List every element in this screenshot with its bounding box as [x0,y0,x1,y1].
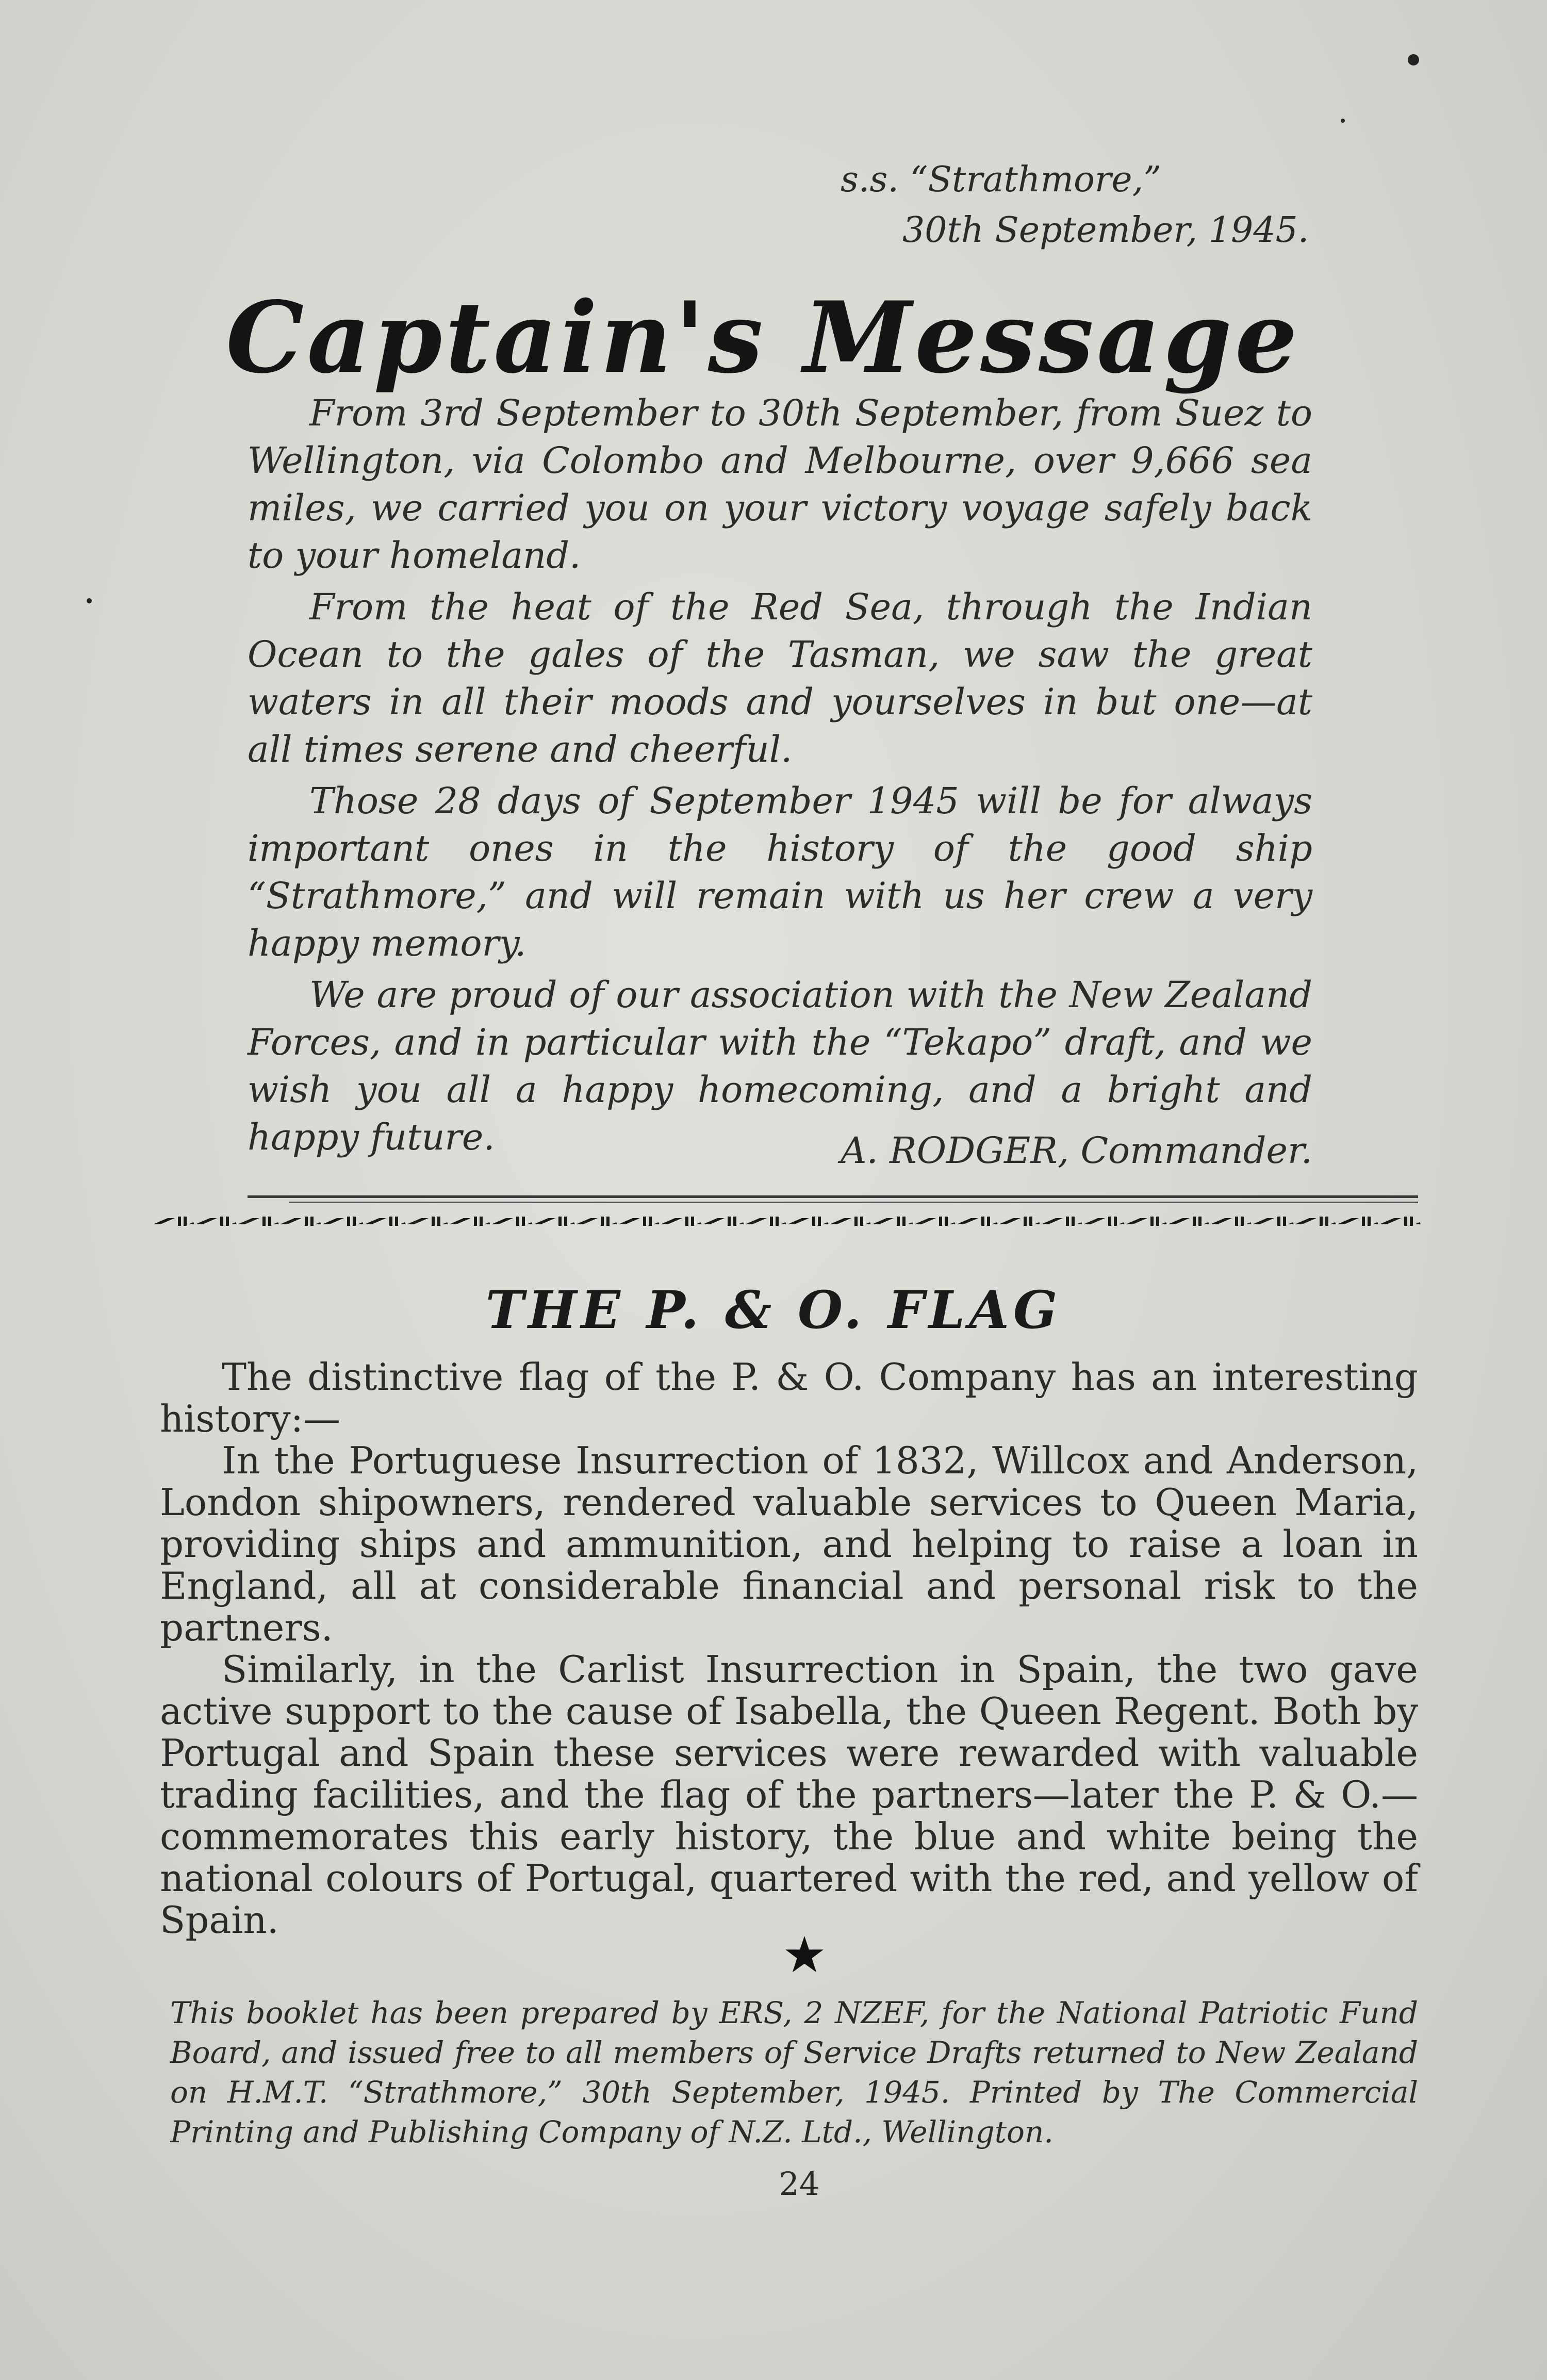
captain-message-body [248,389,1312,1165]
star-icon [784,1934,825,1975]
page-number: 24 [779,2165,820,2203]
flag-section-title: THE P. & O. FLAG [485,1279,1062,1340]
rope-border [152,1212,1421,1229]
flag-paragraph: Similarly, in the Carlist Insurrection in Spain, the two gave active support to the cause of Isabella, the Queen Regent. Both by Portugal and Spain these services were rewarded with valuable trading facilities, and the flag of the partners—later the P. & O.—commemorates this early history, the blue and white being the national colours of Portugal, quartered with the red, and yellow of Spain. [160,1648,1418,1942]
footer-text: This booklet has been prepared by ERS, 2 NZEF, for the National Patriotic Fund Board, and issued free to all members of Service Drafts returned to New Zealand on H.M.T. “Strathmore,” 30th September, 1945. Printed by The Commercial Printing and Publishing Company of N.Z. Ltd., Wellington. [170,1995,1418,2149]
ink-speck [1408,54,1419,65]
captain-message-title: Captain's Message [226,280,1301,395]
captain-paragraph: Those 28 days of September 1945 will be for always important ones in the history of the good ship “Strathmore,” and will remain with us her crew a very happy memory. [248,780,1312,964]
flag-paragraph: The distinctive flag of the P. & O. Company has an interesting history:— [160,1355,1418,1440]
captain-paragraph: We are proud of our association with the New Zealand Forces, and in particular with the “Tekapo” draft, and we wish you all a happy homecoming, and a bright and happy future. [248,974,1312,1158]
captain-paragraph: From 3rd September to 30th September, from Suez to Wellington, via Colombo and Melbourne, over 9,666 sea miles, we carried you on your victory voyage safely back to your homeland. [248,392,1312,577]
flag-section-body [160,1356,1418,1941]
ink-speck [87,598,92,603]
divider-rule [289,1202,1418,1203]
dateline-date: 30th September, 1945. [902,210,1309,251]
dateline [841,155,1309,256]
flag-paragraph: In the Portuguese Insurrection of 1832, Willcox and Anderson, London shipowners, rendered valuable services to Queen Maria, providing ships and ammunition, and helping to raise a loan in England, all at considerable financial and personal risk to the partners. [160,1439,1418,1649]
ink-speck [1341,119,1345,123]
divider-rule [248,1195,1418,1198]
ship-name: s.s. “Strathmore,” [841,159,1162,200]
captain-paragraph: From the heat of the Red Sea, through the Indian Ocean to the gales of the Tasman, we saw the great waters in all their moods and yourselves in but one—at all times serene and cheerful. [248,586,1312,770]
captain-signature: A. RODGER, Commander. [840,1129,1312,1172]
booklet-footer-note [170,1993,1418,2152]
